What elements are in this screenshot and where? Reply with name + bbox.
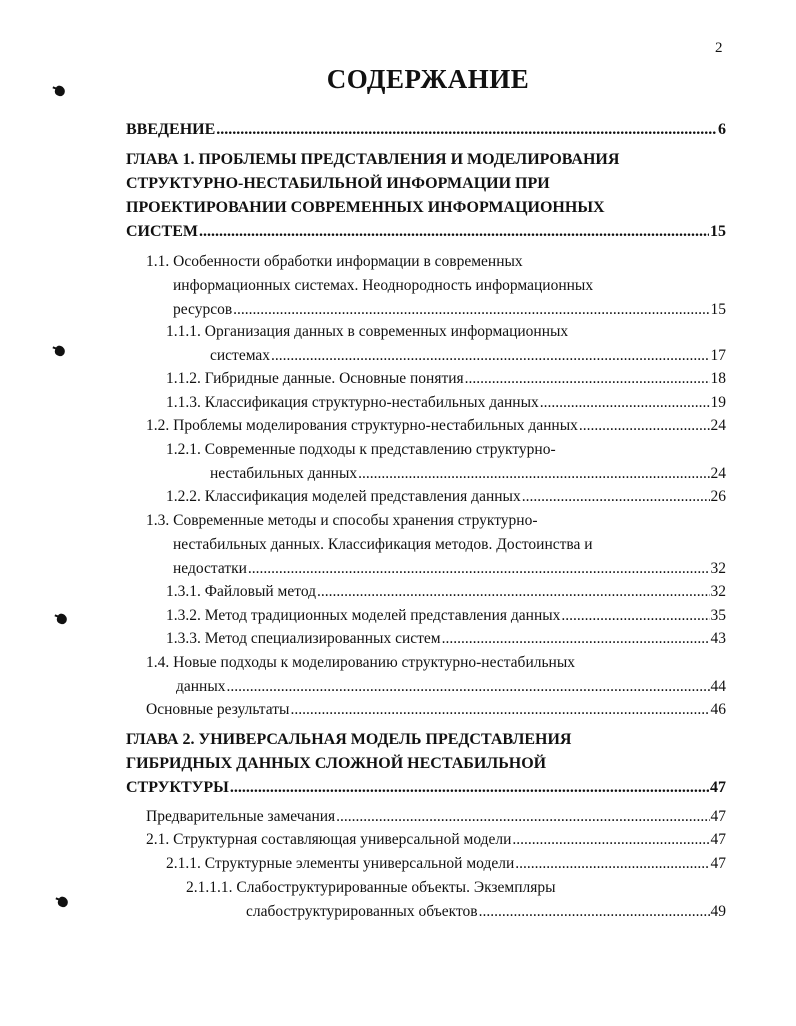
toc-entry-1-1-1[interactable]: 1.1.1. Организация данных в современных информационных системах ..... 17 [166,320,726,368]
scan-speck [57,896,70,909]
toc-entry-2-1-1[interactable]: 2.1.1. Структурные элементы универсальной модели ..... 47 [166,852,726,876]
toc-entry-1-2-1[interactable]: 1.2.1. Современные подходы к представлению структурно- нестабильных данных ..... 24 [166,438,726,486]
toc-entry-chapter-2[interactable]: ГЛАВА 2. УНИВЕРСАЛЬНАЯ МОДЕЛЬ ПРЕДСТАВЛЕНИЯ ГИБРИДНЫХ ДАННЫХ СЛОЖНОЙ НЕСТАБИЛЬНОЙ СТРУКТУРЫ ..... 47 [126,728,726,800]
toc-entry-2-1-1-1[interactable]: 2.1.1.1. Слабоструктурированные объекты. Экземпляры слабоструктурированных объектов ..... 49 [186,876,726,924]
toc-entry-1-1[interactable]: 1.1. Особенности обработки информации в современных информационных системах. Неоднородность информационных ресурсов ..... 15 [146,250,726,322]
toc-entry-1-4[interactable]: 1.4. Новые подходы к моделированию структурно-нестабильных данных ..... 44 [146,651,726,699]
toc-entry-1-1-3[interactable]: 1.1.3. Классификация структурно-нестабильных данных ..... 19 [166,391,726,415]
toc-entry-chapter-1[interactable]: ГЛАВА 1. ПРОБЛЕМЫ ПРЕДСТАВЛЕНИЯ И МОДЕЛИРОВАНИЯ СТРУКТУРНО-НЕСТАБИЛЬНОЙ ИНФОРМАЦИИ ПРИ ПРОЕКТИРОВАНИИ СОВРЕМЕННЫХ ИНФОРМАЦИОННЫХ СИСТЕМ ..... 15 [126,148,726,244]
page-number: 2 [715,40,723,56]
toc-entry-1-1-2[interactable]: 1.1.2. Гибридные данные. Основные понятия ..... 18 [166,367,726,391]
toc-entry-1-2[interactable]: 1.2. Проблемы моделирования структурно-нестабильных данных ..... 24 [146,414,726,438]
toc-entry-1-3-1[interactable]: 1.3.1. Файловый метод ..... 32 [166,580,726,604]
toc-entry-main-results[interactable]: Основные результаты ..... 46 [146,698,726,722]
toc-entry-1-2-2[interactable]: 1.2.2. Классификация моделей представления данных ..... 26 [166,485,726,509]
toc-entry-2-1[interactable]: 2.1. Структурная составляющая универсальной модели ..... 47 [146,828,726,852]
toc-entry-introduction[interactable]: ВВЕДЕНИЕ ..... 6 [126,118,726,142]
scan-speck [56,613,69,626]
toc-entry-1-3[interactable]: 1.3. Современные методы и способы хранения структурно- нестабильных данных. Классификация методов. Достоинства и недостатки ..... 32 [146,509,726,581]
scan-speck [54,345,67,358]
toc-entry-1-3-2[interactable]: 1.3.2. Метод традиционных моделей представления данных ..... 35 [166,604,726,628]
toc-entry-1-3-3[interactable]: 1.3.3. Метод специализированных систем ..... 43 [166,627,726,651]
page-title: СОДЕРЖАНИЕ [326,64,530,94]
toc-entry-preliminary-remarks[interactable]: Предварительные замечания ..... 47 [146,805,726,829]
